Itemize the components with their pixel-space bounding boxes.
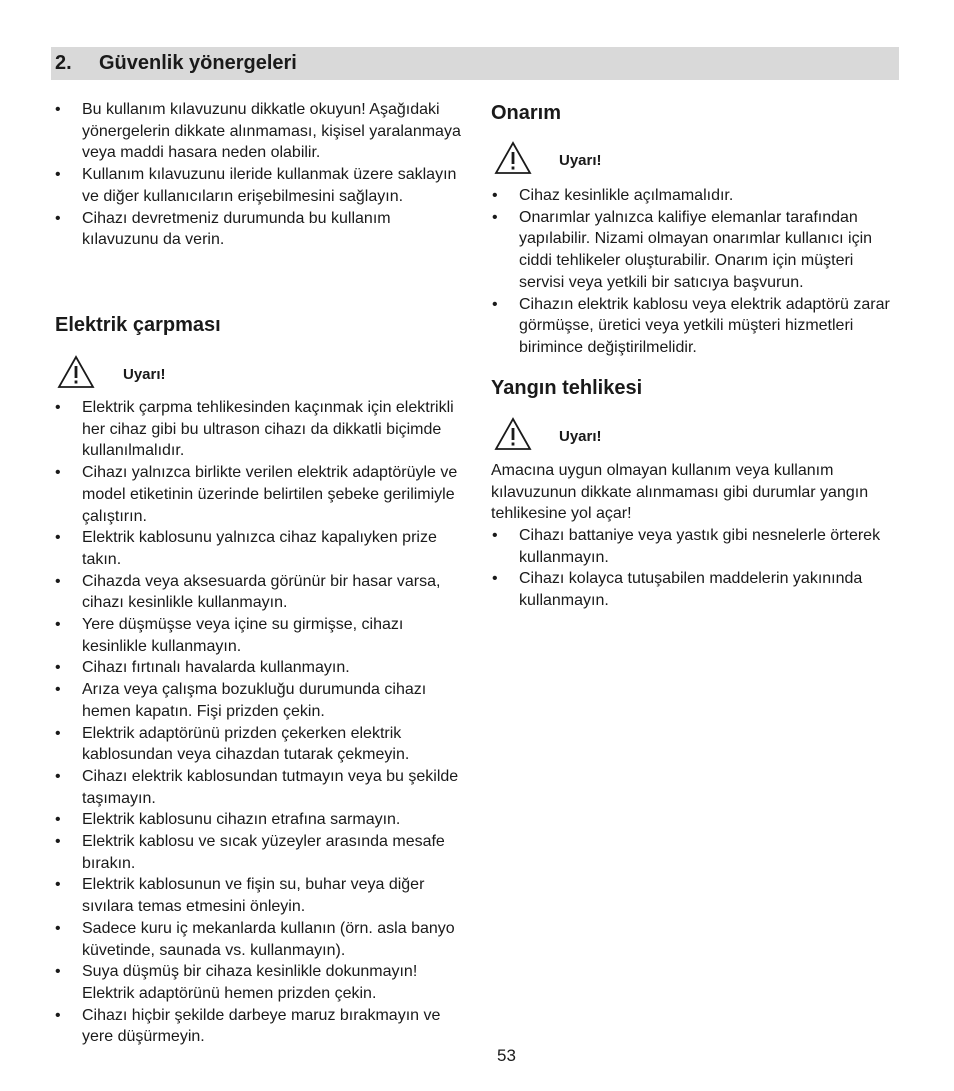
warning-triangle-icon [57,355,95,389]
list-item: • Cihazın elektrik kablosu veya elektrik adaptörü zarar görmüşse, üretici veya yetkili müşteri hizmetleri birimince değiştirilmelidir. [490,294,902,359]
list-item: • Elektrik kablosunun ve fişin su, buhar veya diğer sıvılara temas etmesini önleyin. [53,874,465,917]
list-item: • Cihazı yalnızca birlikte verilen elektrik adaptörüyle ve model etiketinin üzerinde belirtilen şebeke gerilimiyle çalıştırın. [53,462,465,527]
list-item: • Elektrik kablosunu cihazın etrafına sarmayın. [53,809,465,831]
list-item: • Arıza veya çalışma bozukluğu durumunda cihazı hemen kapatın. Fişi prizden çekin. [53,679,465,722]
list-item: • Yere düşmüşse veya içine su girmişse, cihazı kesinlikle kullanmayın. [53,614,465,657]
section-header [51,47,899,80]
warning-label: Uyarı! [123,366,166,383]
electric-heading: Elektrik çarpması [55,314,221,336]
list-item: • Elektrik kablosunu yalnızca cihaz kapalıyken prize takın. [53,527,465,570]
list-item: • Onarımlar yalnızca kalifiye elemanlar tarafından yapılabilir. Nizami olmayan onarımlar kullanıcı için ciddi tehlikeler oluşturabilir. Onarım için müşteri servisi veya yetkili bir satıcıya başvurun. [490,207,902,294]
warning-triangle-icon [494,417,532,451]
repair-warning [494,141,532,175]
list-item: • Elektrik adaptörünü prizden çekerken elektrik kablosundan veya cihazdan tutarak çekmeyin. [53,723,465,766]
list-item: • Suya düşmüş bir cihaza kesinlikle dokunmayın! Elektrik adaptörünü hemen prizden çekin. [53,961,465,1004]
fire-warning [494,417,532,451]
electric-list [53,397,465,1048]
list-item: • Sadece kuru iç mekanlarda kullanın (örn. asla banyo küvetinde, saunada vs. kullanmayın). [53,918,465,961]
electric-warning [57,355,95,389]
list-item: • Cihazı devretmeniz durumunda bu kullanım kılavuzunu da verin. [53,208,463,251]
list-item: • Elektrik kablosu ve sıcak yüzeyler arasında mesafe bırakın. [53,831,465,874]
warning-label: Uyarı! [559,428,602,445]
list-item: • Elektrik çarpma tehlikesinden kaçınmak için elektrikli her cihaz gibi bu ultrason cihazı da dikkatli biçimde kullanılmalıdır. [53,397,465,462]
fire-heading: Yangın tehlikesi [491,377,643,399]
fire-paragraph: Amacına uygun olmayan kullanım veya kullanım kılavuzunun dikkate alınmaması gibi durumlar yangın tehlikesine yol açar! [491,462,869,523]
section-number: 2. [55,52,72,74]
repair-list [490,185,902,359]
list-item: • Cihaz kesinlikle açılmamalıdır. [490,185,902,207]
list-item: • Cihazı kolayca tutuşabilen maddelerin yakınında kullanmayın. [490,568,902,611]
warning-label: Uyarı! [559,152,602,169]
warning-triangle-icon [494,141,532,175]
list-item: • Cihazı battaniye veya yastık gibi nesnelerle örterek kullanmayın. [490,525,902,568]
list-item: • Bu kullanım kılavuzunu dikkatle okuyun! Aşağıdaki yönergelerin dikkate alınmaması, kişisel yaralanmaya veya maddi hasara neden olabilir. [53,99,463,164]
list-item: • Kullanım kılavuzunu ileride kullanmak üzere saklayın ve diğer kullanıcıların erişebilmesini sağlayın. [53,164,463,207]
list-item: • Cihazı elektrik kablosundan tutmayın veya bu şekilde taşımayın. [53,766,465,809]
fire-list [490,525,902,612]
intro-list [53,99,463,251]
section-title: Güvenlik yönergeleri [99,52,297,74]
list-item: • Cihazı fırtınalı havalarda kullanmayın. [53,657,465,679]
list-item: • Cihazda veya aksesuarda görünür bir hasar varsa, cihazı kesinlikle kullanmayın. [53,571,465,614]
page-number: 53 [497,1046,516,1065]
repair-heading: Onarım [491,102,562,124]
list-item: • Cihazı hiçbir şekilde darbeye maruz bırakmayın ve yere düşürmeyin. [53,1005,465,1048]
